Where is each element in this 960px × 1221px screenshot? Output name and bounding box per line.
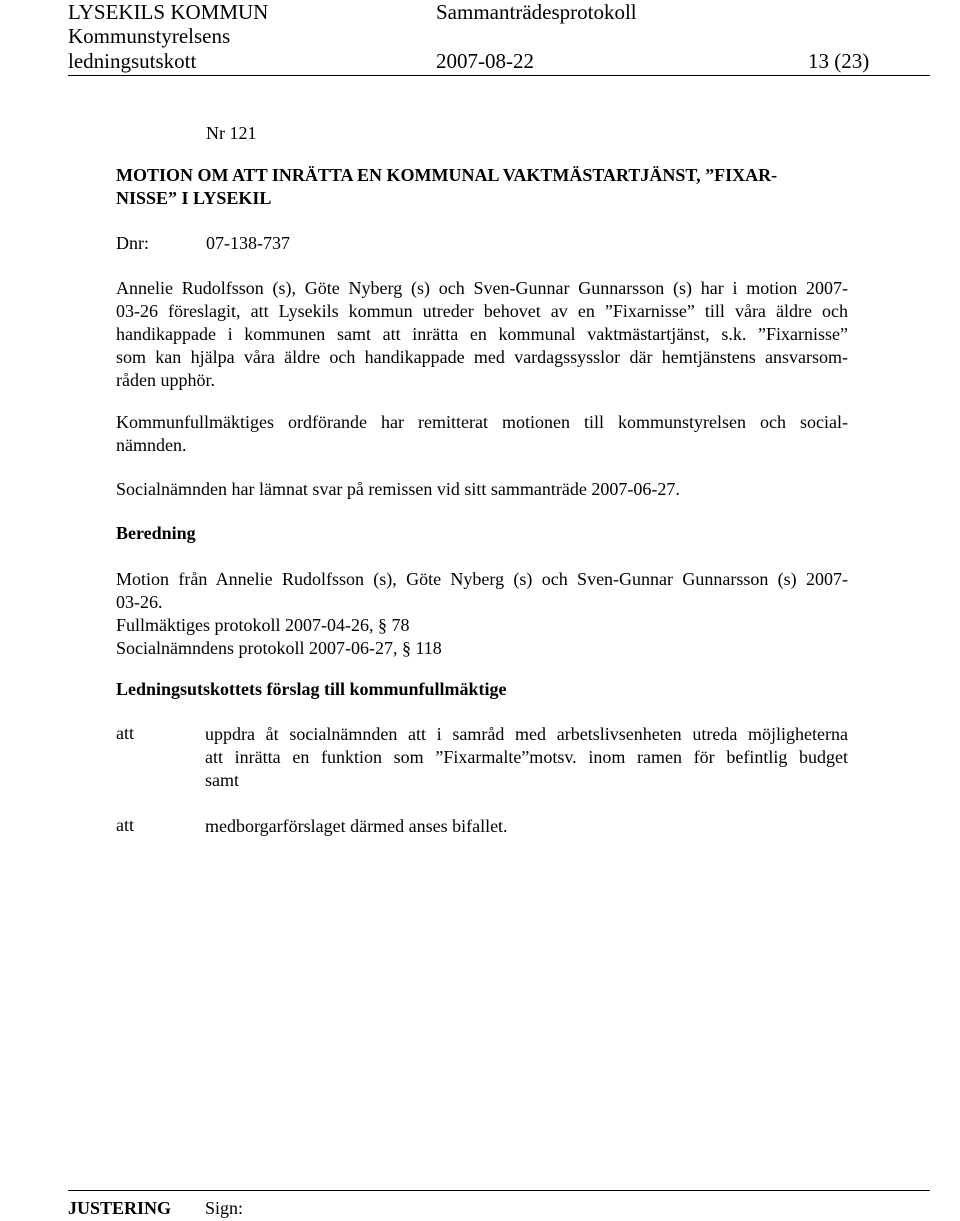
proposal-heading: Ledningsutskottets förslag till kommunfullmäktige (116, 679, 507, 699)
page-number: 13 (23) (808, 49, 870, 73)
beredning-line: Socialnämndens protokoll 2007-06-27, § 118 (116, 638, 442, 658)
motion-paragraph (116, 277, 848, 392)
proposal-line: samt (205, 770, 239, 790)
org-body-line2: ledningsutskott (68, 49, 197, 73)
proposal-line: medborgarförslaget därmed anses bifallet. (205, 816, 508, 836)
beredning-line: Motion från Annelie Rudolfsson (s), Göte Nyberg (s) och Sven-Gunnar Gunnarsson (s) 2007- (116, 569, 848, 589)
org-body-line1: Kommunstyrelsens (68, 24, 231, 48)
paragraph-line: handikappade i kommunen samt att inrätta en kommunal vaktmästartjänst, s.k. ”Fixarnisse” (116, 324, 848, 344)
dnr-value: 07-138-737 (206, 233, 290, 253)
paragraph-line: Kommunfullmäktiges ordförande har remitterat motionen till kommunstyrelsen och social- (116, 412, 848, 432)
proposal-text (205, 815, 848, 838)
footer-divider (68, 1190, 930, 1191)
paragraph-line: Annelie Rudolfsson (s), Göte Nyberg (s) och Sven-Gunnar Gunnarsson (s) har i motion 2007- (116, 278, 848, 298)
proposal-text (205, 723, 848, 792)
paragraph-line: nämnden. (116, 435, 187, 455)
paragraph-line: 03-26 föreslagit, att Lysekils kommun utreder behovet av en ”Fixarnisse” till våra äldre och (116, 301, 848, 321)
proposal-label: att (116, 723, 134, 743)
paragraph-line: råden upphör. (116, 370, 215, 390)
meeting-date: 2007-08-22 (436, 49, 534, 73)
header-divider (68, 75, 930, 76)
paragraph-line: som kan hjälpa våra äldre och handikappade med vardagssysslor där hemtjänstens ansvarsom- (116, 347, 848, 367)
beredning-heading: Beredning (116, 523, 196, 543)
proposal-line: att inrätta en funktion som ”Fixarmalte”motsv. inom ramen för befintlig budget (205, 747, 848, 767)
sign-label: Sign: (205, 1198, 244, 1218)
response-paragraph: Socialnämnden har lämnat svar på remissen vid sitt sammanträde 2007-06-27. (116, 479, 680, 499)
item-title-line: MOTION OM ATT INRÄTTA EN KOMMUNAL VAKTMÄSTARTJÄNST, ”FIXAR- (116, 165, 778, 185)
item-number: Nr 121 (206, 123, 257, 143)
dnr-label: Dnr: (116, 233, 149, 253)
item-title (116, 164, 856, 210)
org-name: LYSEKILS KOMMUN (68, 0, 269, 24)
item-title-line: NISSE” I LYSEKIL (116, 188, 272, 208)
justering-label: JUSTERING (68, 1198, 172, 1218)
proposal-line: uppdra åt socialnämnden att i samråd med arbetslivsenheten utreda möjligheterna (205, 724, 848, 744)
beredning-list (116, 568, 848, 660)
beredning-line: Fullmäktiges protokoll 2007-04-26, § 78 (116, 615, 410, 635)
document-type: Sammanträdesprotokoll (436, 0, 637, 24)
proposal-label: att (116, 815, 134, 835)
remittance-paragraph (116, 411, 848, 457)
beredning-line: 03-26. (116, 592, 163, 612)
